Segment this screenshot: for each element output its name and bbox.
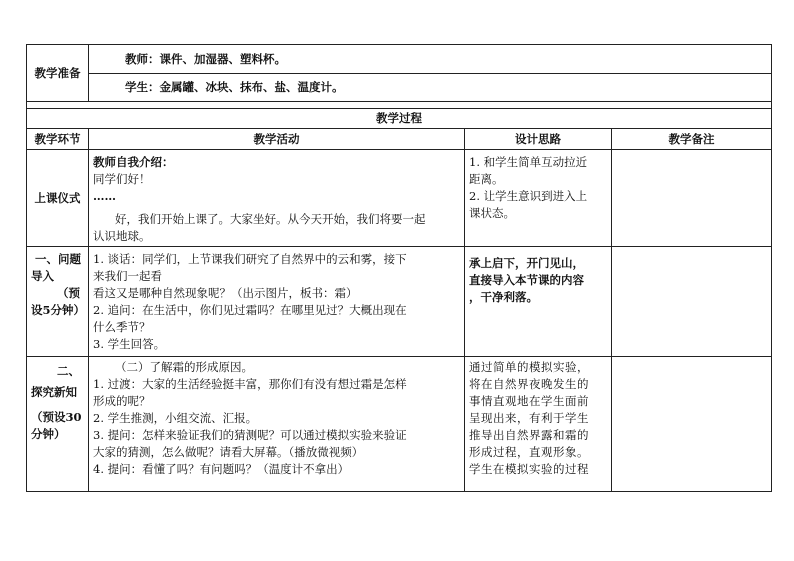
process-title: 教学过程 xyxy=(376,111,422,125)
stage-label: 上课仪式 xyxy=(34,190,81,205)
header-notes: 教学备注 xyxy=(612,129,772,150)
process-title-cell xyxy=(27,109,772,129)
stage-cell: 二、 探究新知 （预设30 分钟） xyxy=(27,357,89,492)
notes-cell xyxy=(612,247,772,357)
header-design: 设计思路 xyxy=(465,129,612,150)
spacer-row xyxy=(27,102,772,109)
prep-student-cell xyxy=(89,74,772,102)
prep-label-cell xyxy=(27,45,89,102)
design-cell: 1. 和学生简单互动拉近 距离。 2. 让学生意识到进入上 课状态。 xyxy=(465,150,612,247)
design-cell: 通过简单的模拟实验， 将在自然界夜晚发生的 事情直观地在学生面前 呈现出来，有利于学生 推导出自然界露和霜的 形成过程，直观形象。 学生在模拟实验的过程 xyxy=(465,357,612,492)
header-activity: 教学活动 xyxy=(89,129,465,150)
header-stage: 教学环节 xyxy=(27,129,89,150)
design-cell: 承上启下，开门见山， 直接导入本节课的内容 ，干净利落。 xyxy=(465,247,612,357)
activity-cell: 1. 谈话：同学们，上节课我们研究了自然界中的云和雾，接下 来我们一起看 看这又是哪种自然现象呢？（出示图片，板书：霜） 2. 追问：在生活中，你们见过霜吗？在哪里见过？大概出现在 什么季节？ 3. 学生回答。 xyxy=(89,247,465,357)
stage-cell xyxy=(27,150,89,247)
header-row xyxy=(27,129,772,150)
notes-cell xyxy=(612,357,772,492)
prep-student-text: 学生：金属罐、冰块、抹布、盐、温度计。 xyxy=(125,80,344,94)
prep-label: 教学准备 xyxy=(34,65,81,80)
notes-cell xyxy=(612,150,772,247)
prep-row-student xyxy=(27,74,772,102)
prep-row-teacher xyxy=(27,45,772,74)
activity-cell: （二）了解霜的形成原因。 1. 过渡：大家的生活经验挺丰富，那你们有没有想过霜是怎样 形成的呢？ 2. 学生推测，小组交流、汇报。 3. 提问：怎样来验证我们的猜测呢？可以通过模拟实验来验证 大家的猜测，怎么做呢？请看大屏幕。（播放微视频） 4. 提问：看懂了吗？有问题吗？（温度计不拿出） xyxy=(89,357,465,492)
prep-teacher-text: 教师：课件、加湿器、塑料杯。 xyxy=(125,51,286,66)
process-title-row xyxy=(27,109,772,129)
table-row xyxy=(27,357,772,492)
prep-teacher-cell xyxy=(89,45,772,74)
activity-cell: 教师自我介绍： 同学们好！ …… 好，我们开始上课了。大家坐好。从今天开始，我们将要一起 认识地球。 xyxy=(89,150,465,247)
table-row xyxy=(27,150,772,247)
lesson-plan-table xyxy=(26,44,772,492)
stage-cell: 一、问题 导入 （预 设5分钟） xyxy=(27,247,89,357)
table-row xyxy=(27,247,772,357)
